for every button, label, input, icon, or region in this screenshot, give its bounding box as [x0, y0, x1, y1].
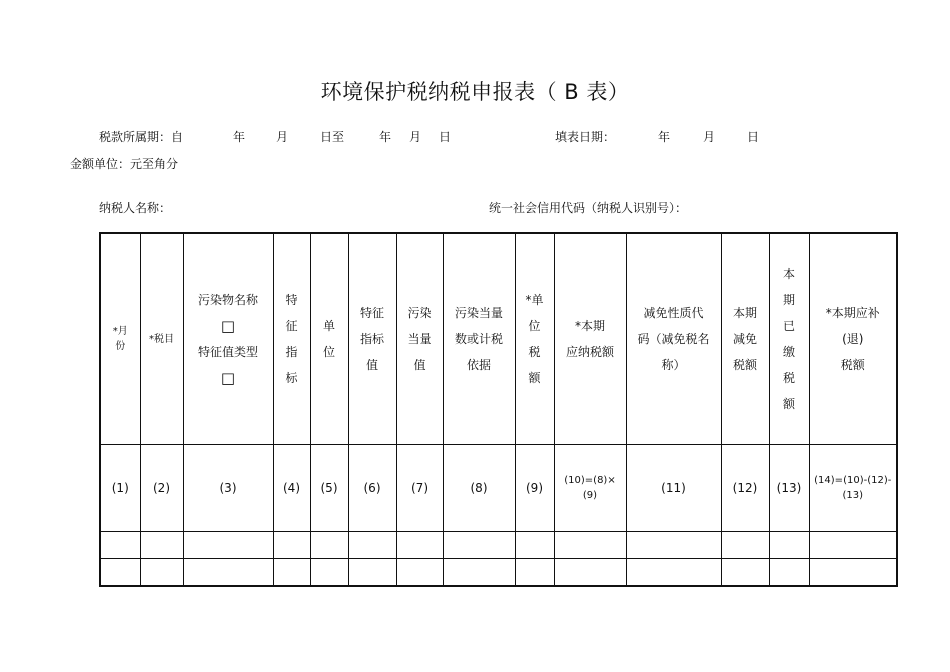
header-line: 税额: [732, 358, 757, 372]
header-line: □: [220, 317, 236, 335]
header-line: 指: [285, 345, 298, 359]
header-line: 减免性质代: [643, 306, 704, 320]
table-cell[interactable]: [396, 532, 443, 559]
column-number: [443, 445, 515, 532]
table-cell[interactable]: [809, 559, 897, 587]
taxpayer-name-label: 纳税人名称：: [99, 201, 172, 215]
header-line: 税: [782, 371, 795, 385]
table-cell[interactable]: [721, 559, 769, 587]
column-header: [273, 233, 310, 445]
table-cell[interactable]: [348, 559, 396, 587]
header-line: 依据: [466, 358, 491, 372]
column-number: [769, 445, 809, 532]
table-cell[interactable]: [626, 559, 721, 587]
table-cell[interactable]: [443, 559, 515, 587]
fill-date-year: 年: [658, 130, 671, 144]
header-line: 位: [528, 319, 541, 333]
header-line: 额: [528, 371, 541, 385]
number-line: (9): [582, 490, 598, 501]
column-number: [515, 445, 554, 532]
column-header: [310, 233, 348, 445]
table-cell[interactable]: [140, 532, 183, 559]
column-number: [554, 445, 626, 532]
column-number: [809, 445, 897, 532]
header-line: 单: [322, 319, 335, 333]
number-line: (9): [526, 481, 543, 495]
header-line: *单: [525, 293, 544, 307]
header-line: 税: [528, 345, 541, 359]
header-line: 位: [322, 345, 335, 359]
table-cell[interactable]: [348, 532, 396, 559]
number-line: (13): [842, 490, 864, 501]
header-line: *税目: [149, 333, 174, 345]
header-line: *本期应补: [825, 306, 880, 320]
header-line: 污染物名称: [197, 293, 258, 307]
period-start-year: 年: [233, 130, 246, 144]
number-line: (12): [732, 481, 758, 495]
table-cell[interactable]: [769, 559, 809, 587]
header-line: 特征值类型: [197, 345, 258, 359]
table-cell[interactable]: [273, 532, 310, 559]
period-end-month: 月: [409, 130, 422, 144]
table-cell[interactable]: [809, 532, 897, 559]
table-row: [100, 559, 897, 587]
header-line: 额: [782, 397, 795, 411]
table-cell[interactable]: [554, 532, 626, 559]
table-cell[interactable]: [554, 559, 626, 587]
header-line: 已: [782, 319, 795, 333]
header-line: □: [220, 369, 236, 387]
column-header: [140, 233, 183, 445]
fill-date-label: 填表日期：: [555, 130, 616, 144]
column-header: [100, 233, 140, 445]
column-number-row: [100, 445, 897, 532]
table-cell[interactable]: [769, 532, 809, 559]
header-line: 减免: [732, 332, 757, 346]
number-line: (11): [661, 481, 686, 495]
column-number: [348, 445, 396, 532]
column-number: [183, 445, 273, 532]
column-header: [769, 233, 809, 445]
table-cell[interactable]: [183, 532, 273, 559]
table-row: [100, 532, 897, 559]
table-cell[interactable]: [443, 532, 515, 559]
header-row: [100, 233, 897, 445]
column-header: [348, 233, 396, 445]
table-cell[interactable]: [140, 559, 183, 587]
column-header: [554, 233, 626, 445]
period-end-year: 年: [379, 130, 392, 144]
header-line: 应纳税额: [565, 345, 614, 359]
tax-period-label: 税款所属期：自: [99, 130, 184, 144]
number-line: (2): [153, 481, 170, 495]
header-line: *本期: [574, 319, 605, 333]
column-number: [100, 445, 140, 532]
table-cell[interactable]: [310, 559, 348, 587]
column-number: [310, 445, 348, 532]
header-line: 指标: [359, 332, 384, 346]
table-cell[interactable]: [183, 559, 273, 587]
amount-unit: 金额单位：元至角分: [70, 157, 179, 171]
column-header: [515, 233, 554, 445]
number-line: (4): [283, 481, 300, 495]
number-line: (14)=(10)-(12)-: [814, 475, 892, 486]
declaration-table: [99, 232, 898, 587]
header-line: 缴: [782, 345, 795, 359]
number-line: (3): [219, 481, 237, 495]
column-header: [721, 233, 769, 445]
header-line: 特: [285, 293, 298, 307]
column-header: [183, 233, 273, 445]
number-line: (13): [776, 481, 802, 495]
number-line: (6): [363, 481, 381, 495]
column-number: [626, 445, 721, 532]
fill-date-month: 月: [703, 130, 716, 144]
column-number: [273, 445, 310, 532]
header-line: 污染: [407, 306, 432, 320]
form-title: 环境保护税纳税申报表（ B 表）: [320, 80, 630, 104]
column-header: [396, 233, 443, 445]
table-cell[interactable]: [515, 532, 554, 559]
header-line: 当量: [407, 332, 432, 346]
column-number: [396, 445, 443, 532]
header-line: (退): [842, 332, 864, 346]
header-line: 本期: [732, 306, 757, 320]
header-line: *月: [112, 326, 128, 337]
table-cell[interactable]: [515, 559, 554, 587]
period-start-day: 日至: [320, 130, 345, 144]
number-line: (7): [411, 481, 428, 495]
table-cell[interactable]: [721, 532, 769, 559]
table-cell[interactable]: [310, 532, 348, 559]
header-line: 份: [115, 341, 126, 352]
credit-code-label: 统一社会信用代码（纳税人识别号）：: [489, 201, 688, 215]
table-cell[interactable]: [273, 559, 310, 587]
header-line: 征: [285, 319, 298, 333]
fill-date-day: 日: [747, 130, 760, 144]
header-line: 标: [285, 371, 298, 385]
number-line: (8): [470, 481, 488, 495]
header-line: 值: [413, 358, 426, 372]
table-cell[interactable]: [626, 532, 721, 559]
header-line: 税额: [840, 358, 865, 372]
header-line: 数或计税: [454, 332, 503, 346]
period-end-day: 日: [439, 130, 452, 144]
header-line: 期: [782, 293, 795, 307]
header-line: 本: [782, 267, 795, 281]
table-cell[interactable]: [100, 532, 140, 559]
column-number: [721, 445, 769, 532]
header-line: 特征: [359, 306, 384, 320]
header-line: 值: [365, 358, 378, 372]
table-cell[interactable]: [100, 559, 140, 587]
number-line: (1): [111, 481, 129, 495]
number-line: (10)=(8)×: [564, 475, 616, 486]
header-line: 称）: [661, 358, 686, 372]
column-header: [443, 233, 515, 445]
column-number: [140, 445, 183, 532]
column-header: [809, 233, 897, 445]
number-line: (5): [320, 481, 338, 495]
table-cell[interactable]: [396, 559, 443, 587]
period-start-month: 月: [276, 130, 289, 144]
header-line: 码（减免税名: [637, 332, 710, 346]
header-line: 污染当量: [454, 306, 503, 320]
column-header: [626, 233, 721, 445]
